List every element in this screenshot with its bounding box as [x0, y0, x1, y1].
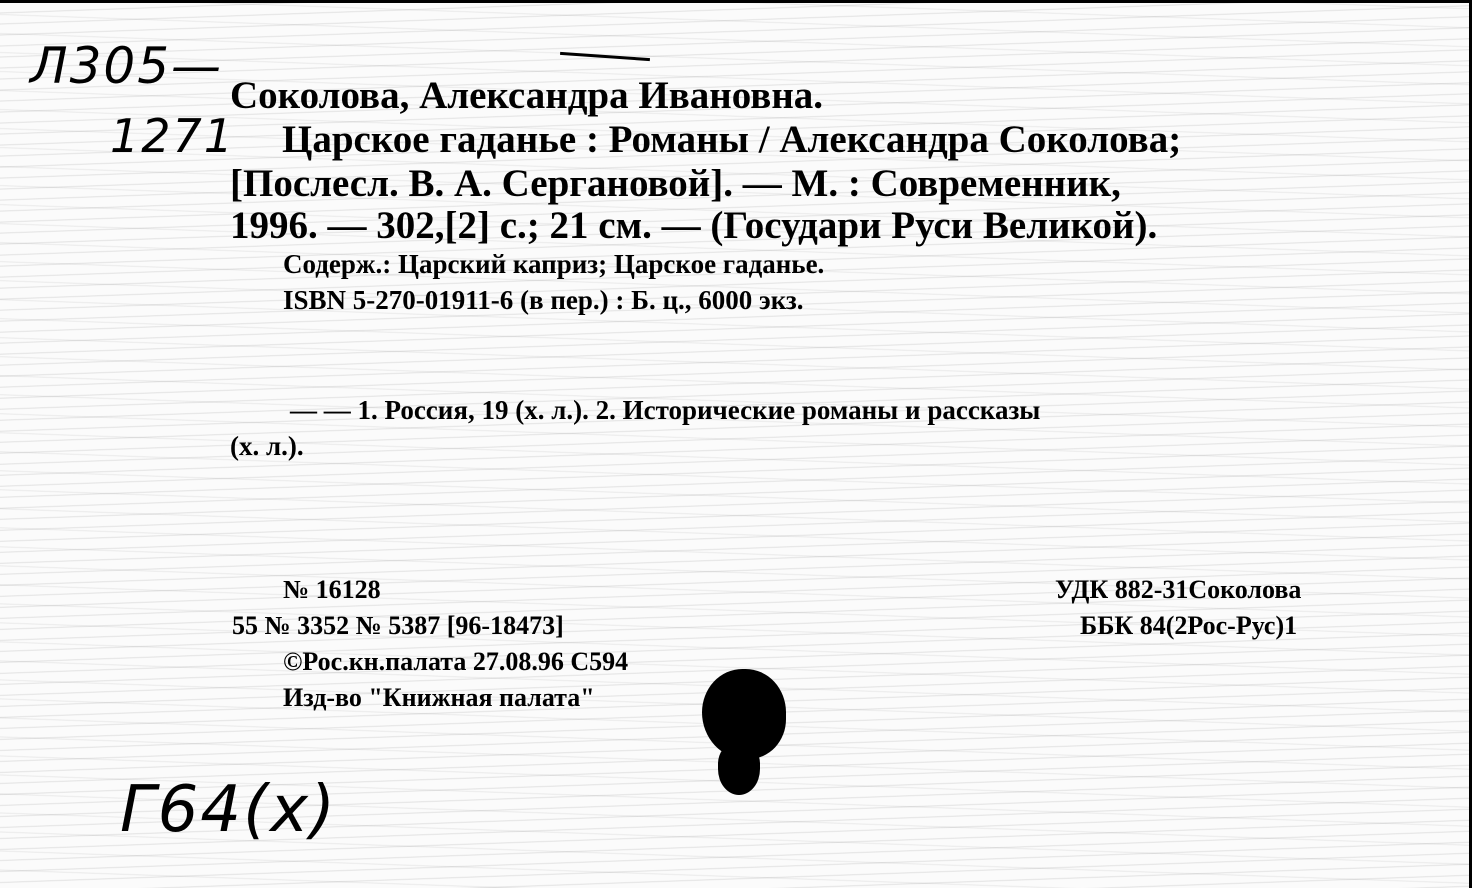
- isbn-line: ISBN 5-270-01911-6 (в пер.) : Б. ц., 6000 экз.: [283, 285, 804, 315]
- handwritten-stroke: [560, 52, 650, 61]
- physical-description: 1996. — 302,[2] с.; 21 см. — (Государи Руси Великой).: [230, 204, 1158, 247]
- copyright-line: ©Рос.кн.палата 27.08.96 С594: [283, 647, 629, 676]
- subject-headings: — — 1. Россия, 19 (х. л.). 2. Исторические романы и рассказы: [290, 395, 1041, 425]
- handwritten-number: 1271: [110, 109, 236, 163]
- publisher-line: Изд-во "Книжная палата": [283, 683, 595, 712]
- bbk-code: ББК 84(2Рос-Рус)1: [1080, 611, 1298, 640]
- subject-headings-continued: (х. л.).: [230, 431, 304, 461]
- contents-note: Содерж.: Царский каприз; Царское гаданье.: [283, 249, 825, 279]
- ink-blot-drip: [718, 743, 760, 795]
- accession-numbers: 55 № 3352 № 5387 [96-18473]: [232, 611, 564, 640]
- handwritten-classification: Г64(х): [120, 773, 337, 847]
- handwritten-shelf-code: Л305—: [30, 37, 224, 95]
- registration-number: № 16128: [283, 575, 381, 604]
- title-statement: Царское гаданье : Романы / Александра Соколова;: [282, 118, 1182, 161]
- imprint-line: [Послесл. В. А. Сергановой]. — М. : Современник,: [230, 162, 1121, 205]
- author-heading: Соколова, Александра Ивановна.: [230, 74, 824, 117]
- udk-code: УДК 882-31Соколова: [1055, 575, 1302, 604]
